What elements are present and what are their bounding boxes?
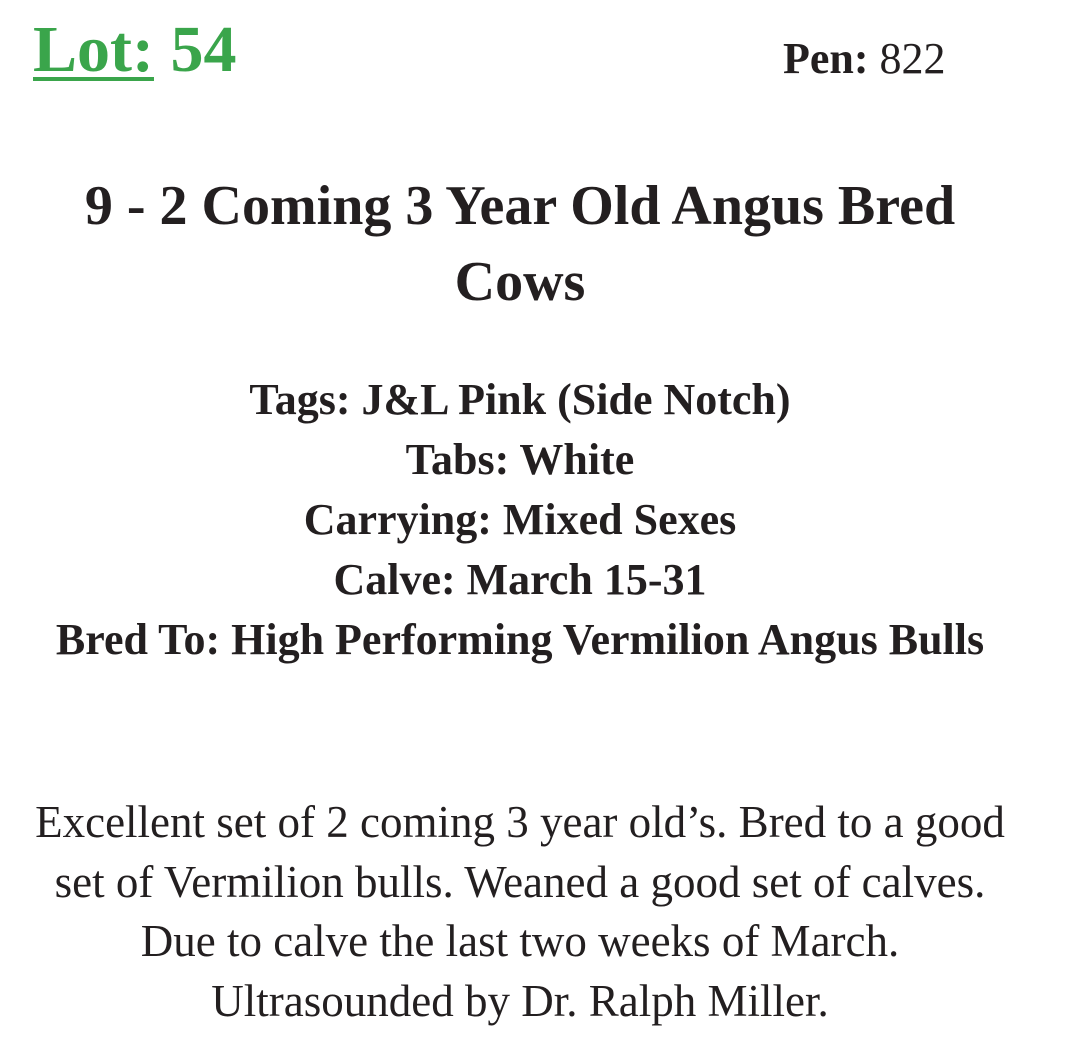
bred-to-detail: Bred To: High Performing Vermilion Angus Bulls [55,615,985,664]
carrying-detail: Carrying: Mixed Sexes [303,495,737,544]
pen-number: 822 [879,34,946,83]
pen-info [783,32,946,86]
calve-detail: Calve: March 15-31 [333,555,707,604]
pen-label: Pen: [783,34,869,83]
tabs-detail: Tabs: White [405,435,635,484]
lot-label: Lot: [33,13,154,86]
lot-number: 54 [170,13,237,86]
lot-title: 9 - 2 Coming 3 Year Old Angus Bred Cows [84,175,956,313]
tags-detail: Tags: J&L Pink (Side Notch) [249,375,791,424]
lot-description: Excellent set of 2 coming 3 year old’s. Bred to a good set of Vermilion bulls. Weaned a good set of calves. Due to calve the last two weeks of March. Ultrasounded by Dr. Ralph Miller. [35,797,1005,1026]
lot-details [20,370,1020,670]
lot-heading [33,10,236,90]
